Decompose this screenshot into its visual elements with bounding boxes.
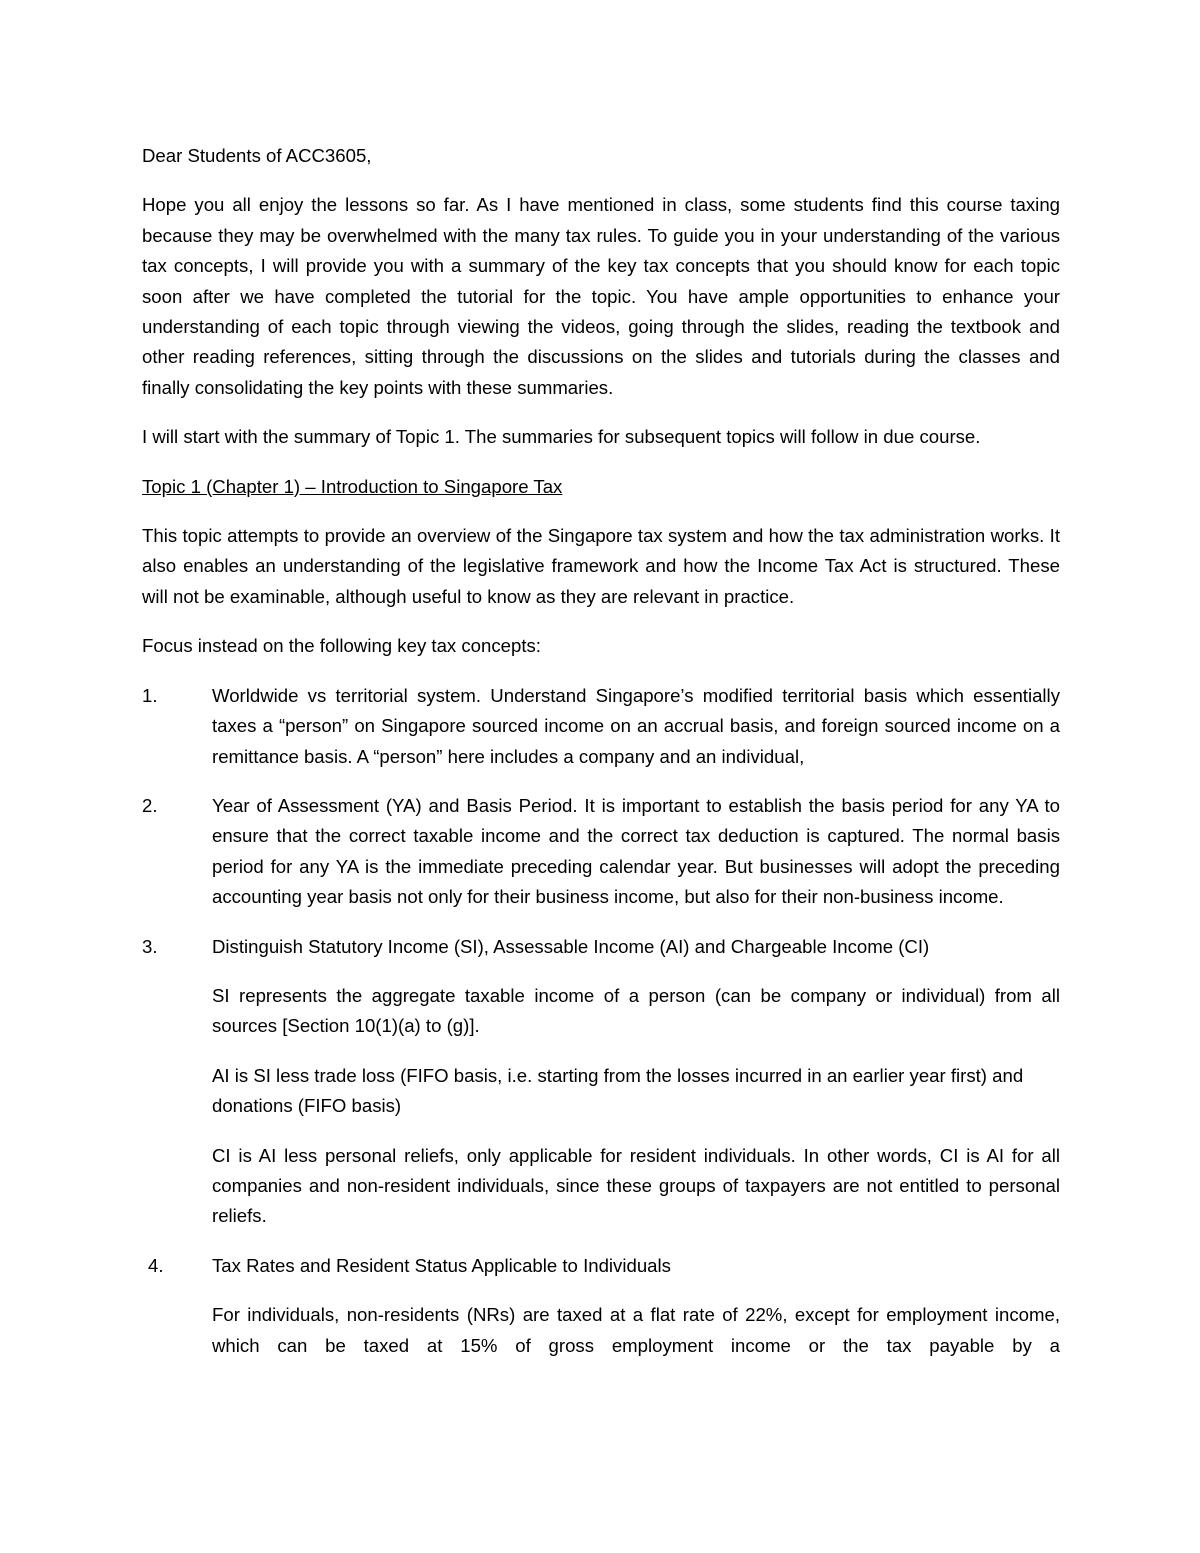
concept-text: Year of Assessment (YA) and Basis Period. It is important to establish the basis period for any YA to ensure that the correct taxable income and the correct tax deduction is captured. The normal basis period for any YA is the immediate preceding calendar year. But businesses will adopt the preceding accounting year basis not only for their business income, but also for their non-business income. bbox=[212, 794, 1060, 908]
focus-line: Focus instead on the following key tax concepts: bbox=[142, 635, 541, 657]
concept-text: Worldwide vs territorial system. Understand Singapore’s modified territorial basis which essentially taxes a “person” on Singapore sourced income on an accrual basis, and foreign sourced income on a remittance basis. A “person” here includes a company and an individual, bbox=[212, 684, 1060, 767]
concept-item-3 bbox=[142, 932, 1060, 1232]
concept-number: 1. bbox=[142, 684, 158, 706]
concept-detail: AI is SI less trade loss (FIFO basis, i.e. starting from the losses incurred in an earlier year first) and donations (FIFO basis) bbox=[212, 1064, 1024, 1117]
concept-item-2 bbox=[142, 791, 1060, 913]
concept-text: Tax Rates and Resident Status Applicable to Individuals bbox=[212, 1254, 671, 1276]
concept-item-4 bbox=[142, 1251, 1060, 1361]
topic-heading: Topic 1 (Chapter 1) – Introduction to Singapore Tax bbox=[142, 475, 563, 497]
concept-number: 3. bbox=[142, 935, 158, 957]
topic-overview: This topic attempts to provide an overview of the Singapore tax system and how the tax administration works. It also enables an understanding of the legislative framework and how the Income Tax Act is structured. These will not be examinable, although useful to know as they are relevant in practice. bbox=[142, 525, 1060, 607]
concept-detail: SI represents the aggregate taxable income of a person (can be company or individual) from all sources [Section 10(1)(a) to (g)]. bbox=[212, 984, 1060, 1037]
concept-number: 2. bbox=[142, 794, 158, 816]
concept-detail: For individuals, non-residents (NRs) are taxed at a flat rate of 22%, except for employment income, which can be taxed at 15% of gross employment income or the tax payable by a bbox=[212, 1304, 1060, 1356]
salutation: Dear Students of ACC3605, bbox=[142, 145, 372, 166]
start-paragraph: I will start with the summary of Topic 1. The summaries for subsequent topics will follow in due course. bbox=[142, 426, 981, 448]
document-body bbox=[142, 141, 1060, 1380]
intro-paragraph: Hope you all enjoy the lessons so far. As I have mentioned in class, some students find this course taxing because they may be overwhelmed with the many tax rules. To guide you in your understanding of the various tax concepts, I will provide you with a summary of the key tax concepts that you should know for each topic soon after we have completed the tutorial for the topic. You have ample opportunities to enhance your understanding of each topic through viewing the videos, going through the slides, reading the textbook and other reading references, sitting through the discussions on the slides and tutorials during the classes and finally consolidating the key points with these summaries. bbox=[142, 194, 1060, 398]
concept-item-1 bbox=[142, 681, 1060, 772]
concept-number: 4. bbox=[148, 1254, 164, 1276]
concept-detail: CI is AI less personal reliefs, only applicable for resident individuals. In other words, CI is AI for all companies and non-resident individuals, since these groups of taxpayers are not entitled to personal reliefs. bbox=[212, 1144, 1060, 1227]
concept-text: Distinguish Statutory Income (SI), Assessable Income (AI) and Chargeable Income (CI) bbox=[212, 935, 930, 957]
